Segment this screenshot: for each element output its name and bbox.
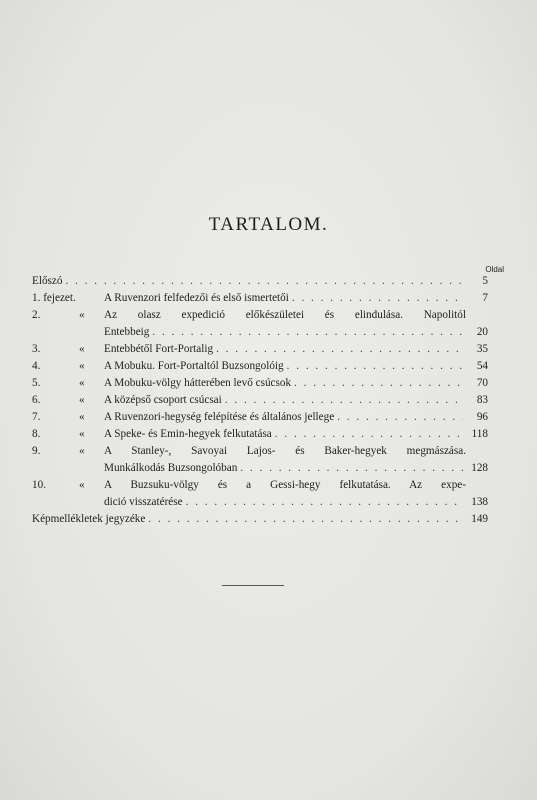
chapter-number: 10. <box>32 479 46 491</box>
toc-row <box>32 375 488 392</box>
chapter-number: 3. <box>32 343 41 355</box>
toc-row <box>32 358 488 375</box>
page-number: 35 <box>476 343 488 355</box>
page-number: 149 <box>471 513 488 525</box>
dot-leader <box>294 375 463 392</box>
chapter-number: 8. <box>32 428 41 440</box>
entry-title: A Ruvenzori felfedezői és első ismertetői <box>104 292 289 304</box>
dot-leader <box>225 392 463 409</box>
chapter-number: 2. <box>32 309 41 321</box>
ditto-mark: « <box>79 394 85 406</box>
ditto-mark: « <box>79 377 85 389</box>
entry-title: A Speke- és Emin-hegyek felkutatása <box>104 428 272 440</box>
dot-leader <box>337 409 463 426</box>
toc-row <box>32 392 488 409</box>
toc-row <box>32 409 488 426</box>
dot-leader <box>292 290 463 307</box>
page-number: 54 <box>476 360 488 372</box>
page-number: 128 <box>471 462 488 474</box>
toc-row <box>32 290 488 307</box>
page-column-label: Oldal <box>485 265 504 274</box>
entry-title: A Mobuku-völgy hátterében levő csúcsok <box>104 377 292 389</box>
page-number: 20 <box>476 326 488 338</box>
entry-title: A Buzsuku-völgy és a Gessi-hegy felkutatása. Az expe- <box>104 479 466 491</box>
entry-title: A Mobuku. Fort-Portaltól Buzsongolóig <box>104 360 284 372</box>
toc-row <box>32 460 488 477</box>
ditto-mark: « <box>79 360 85 372</box>
page-title: TARTALOM. <box>208 214 329 235</box>
toc-row <box>32 477 488 494</box>
toc-row <box>32 511 488 528</box>
dot-leader <box>275 426 463 443</box>
entry-title: Előszó <box>32 275 63 287</box>
page-number: 70 <box>476 377 488 389</box>
dot-leader <box>65 273 463 290</box>
entry-title: A középső csoport csúcsai <box>104 394 222 406</box>
ditto-mark: « <box>79 309 85 321</box>
ditto-mark: « <box>79 343 85 355</box>
toc-row <box>32 307 488 324</box>
toc-row <box>32 494 488 511</box>
entry-title: Entebbeig <box>104 326 150 338</box>
chapter-number: 4. <box>32 360 41 372</box>
entry-title: Képmellékletek jegyzéke <box>32 513 146 525</box>
page-number: 5 <box>482 275 488 287</box>
dot-leader <box>152 324 463 341</box>
page-number: 138 <box>471 496 488 508</box>
dot-leader <box>216 341 463 358</box>
page-number: 83 <box>476 394 488 406</box>
entry-title: Az olasz expedició előkészületei és elindulása. Napolitól <box>104 309 466 321</box>
entry-title: dició visszatérése <box>104 496 183 508</box>
divider-line <box>222 585 284 586</box>
table-of-contents <box>32 273 488 528</box>
chapter-number: 9. <box>32 445 41 457</box>
toc-row <box>32 443 488 460</box>
ditto-mark: « <box>79 411 85 423</box>
ditto-mark: « <box>79 428 85 440</box>
chapter-number: 1. fejezet. <box>32 292 76 304</box>
dot-leader <box>186 494 463 511</box>
chapter-number: 5. <box>32 377 41 389</box>
dot-leader <box>287 358 463 375</box>
ditto-mark: « <box>79 479 85 491</box>
toc-row <box>32 341 488 358</box>
page-number: 96 <box>476 411 488 423</box>
chapter-number: 6. <box>32 394 41 406</box>
entry-title: Entebbétől Fort-Portalig <box>104 343 214 355</box>
chapter-number: 7. <box>32 411 41 423</box>
page-number: 118 <box>471 428 488 440</box>
entry-title: A Stanley-, Savoyai Lajos- és Baker-hegyek megmászása. <box>104 445 466 457</box>
dot-leader <box>148 511 463 528</box>
toc-row <box>32 324 488 341</box>
toc-row <box>32 273 488 290</box>
ditto-mark: « <box>79 445 85 457</box>
page-number: 7 <box>482 292 488 304</box>
toc-row <box>32 426 488 443</box>
entry-title: A Ruvenzori-hegység felépítése és általános jellege <box>104 411 335 423</box>
entry-title: Munkálkodás Buzsongolóban <box>104 462 238 474</box>
dot-leader <box>240 460 463 477</box>
